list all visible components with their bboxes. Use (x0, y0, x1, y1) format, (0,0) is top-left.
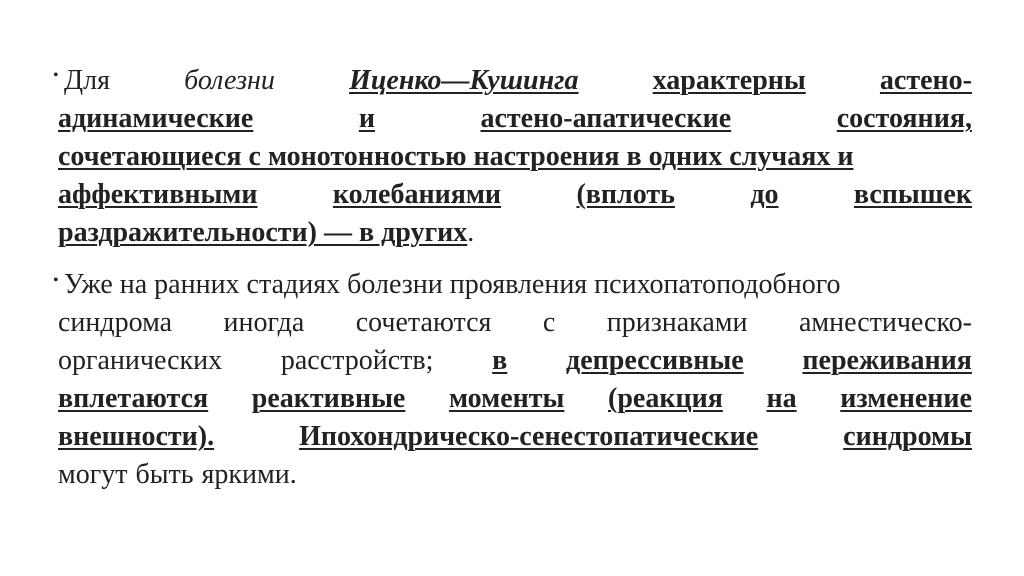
word: расстройств; (280, 345, 434, 376)
p1-line-3 (58, 138, 972, 178)
word: до (750, 179, 779, 210)
word: признаками (606, 307, 748, 338)
p1-line-1 (58, 62, 972, 102)
word: болезни (184, 65, 275, 96)
word: вплетаются (58, 383, 209, 414)
word: изменение (840, 383, 972, 414)
word: аффективными (58, 179, 258, 210)
word: амнестическо- (798, 307, 972, 338)
p1-line-2 (58, 100, 972, 140)
p2-line-1 (58, 266, 972, 306)
word: иногда (223, 307, 305, 338)
p2-line-6 (58, 456, 972, 496)
p2-line-4 (58, 380, 972, 420)
p1-line-5 (58, 214, 972, 254)
p1-line-4 (58, 176, 972, 216)
p2-line-3 (58, 342, 972, 382)
word: характерны (652, 65, 806, 96)
p2-line-5 (58, 418, 972, 458)
word: астено- (879, 65, 972, 96)
word: Ипохондрическо-сенестопатические (299, 421, 759, 452)
word: на (766, 383, 797, 414)
word: могут (58, 459, 128, 490)
word: с (542, 307, 556, 338)
word: реактивные (251, 383, 406, 414)
disease-name: Иценко—Кушинга (349, 65, 579, 96)
word: адинамические (58, 103, 254, 134)
word: Для (64, 65, 110, 96)
word: моменты (448, 383, 565, 414)
word: колебаниями (332, 179, 502, 210)
word: депрессивные (566, 345, 744, 376)
word: синдрома (58, 307, 173, 338)
word: (вплоть (576, 179, 675, 210)
line-text: сочетающиеся с монотонностью настроения в одних случаях и (58, 141, 854, 172)
period: . (467, 217, 475, 248)
word: и (358, 103, 375, 134)
word: переживания (802, 345, 972, 376)
word: быть (135, 459, 194, 490)
word: (реакция (608, 383, 723, 414)
bullet-2: • (53, 272, 59, 289)
word: яркими. (201, 459, 297, 490)
word: органических (58, 345, 223, 376)
word: астено-апатические (480, 103, 732, 134)
line-text: Уже на ранних стадиях болезни проявления психопатоподобного (64, 269, 841, 300)
word: внешности). (58, 421, 215, 452)
word: вспышек (853, 179, 972, 210)
bullet-1: • (53, 67, 59, 84)
word: сочетаются (355, 307, 492, 338)
p2-line-2 (58, 304, 972, 344)
word: состояния, (836, 103, 972, 134)
line-text: раздражительности) — в других (58, 217, 468, 248)
word: синдромы (843, 421, 972, 452)
word: в (492, 345, 508, 376)
